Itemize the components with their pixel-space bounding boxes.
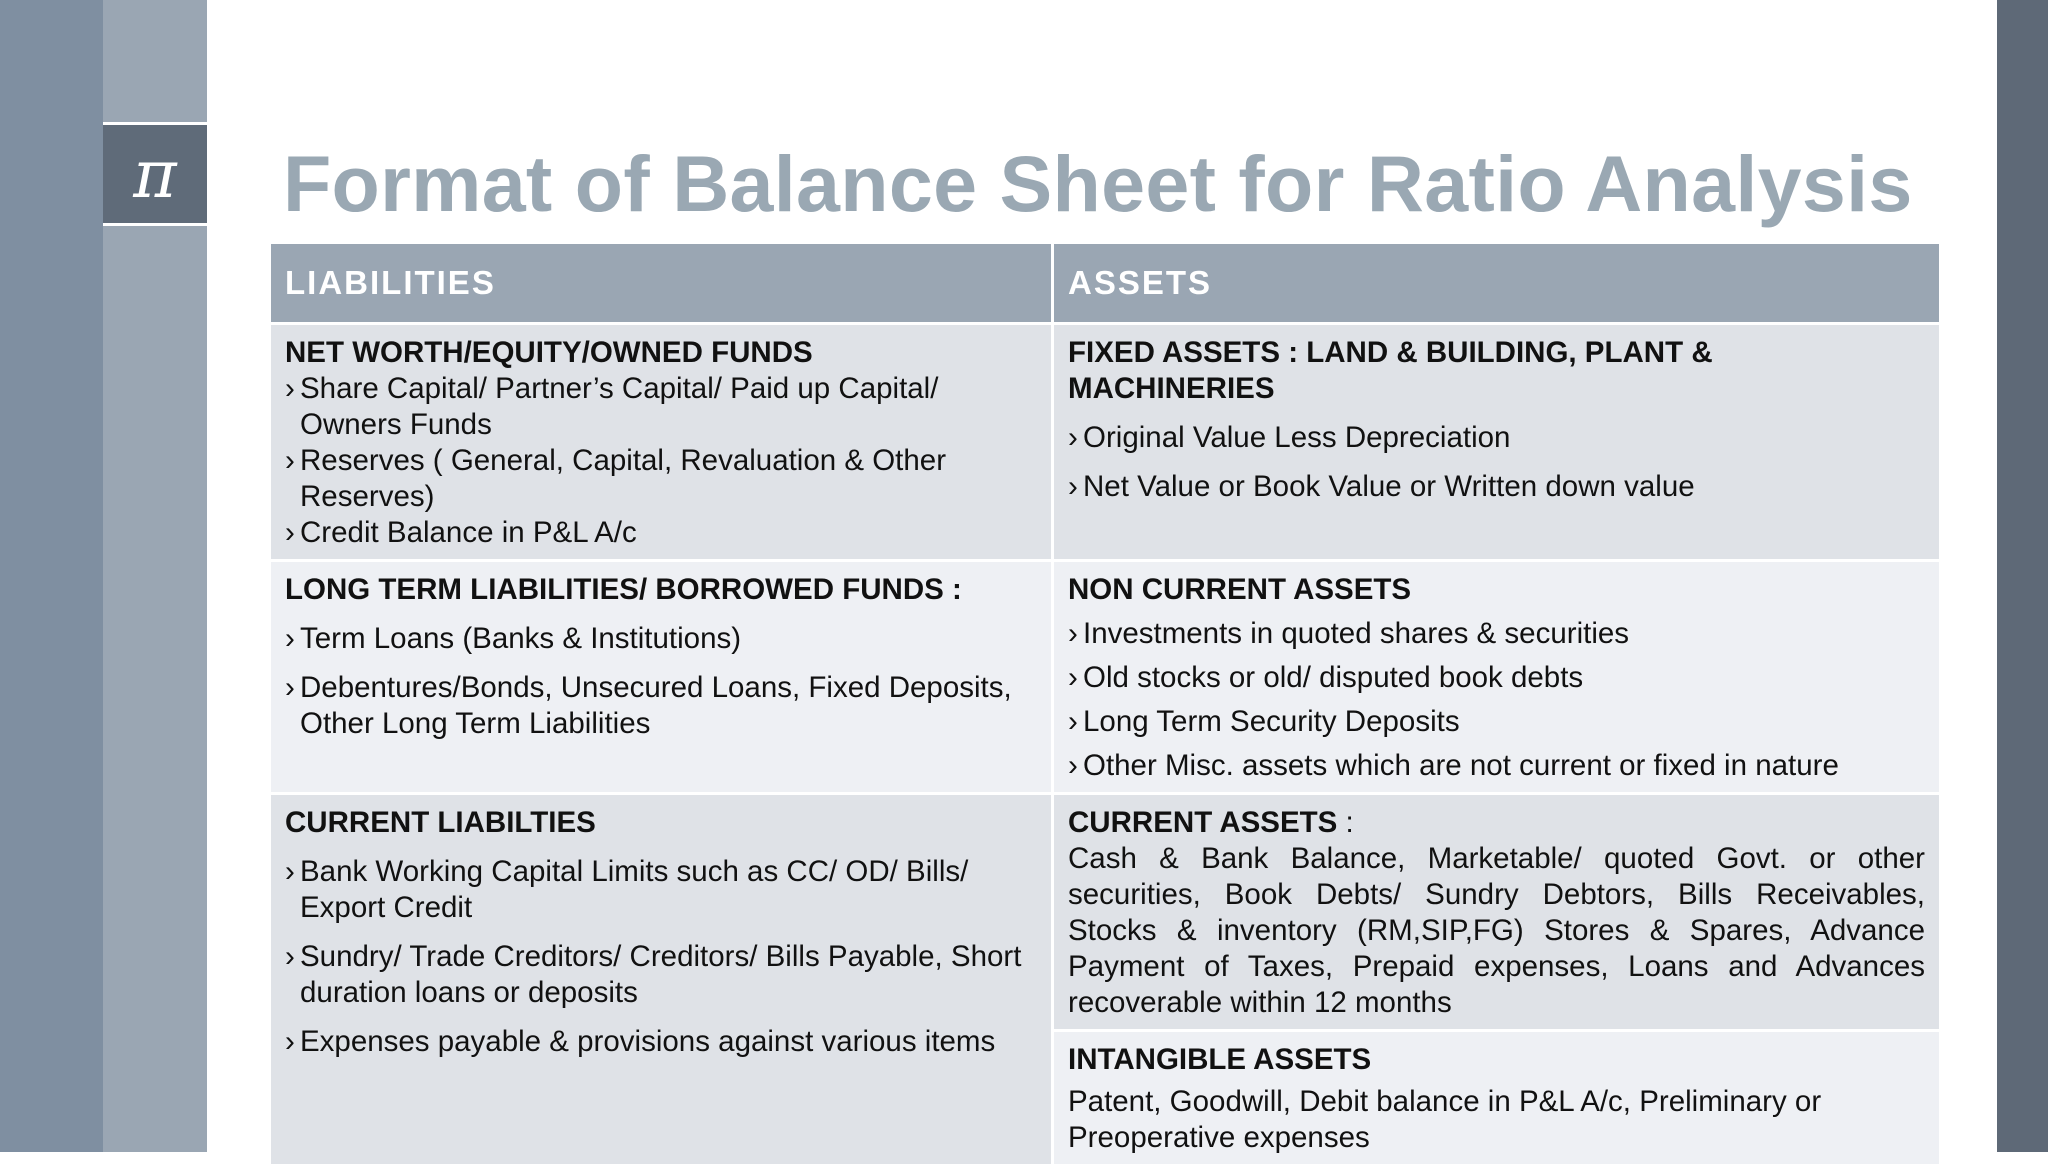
intangible-assets-heading: INTANGIBLE ASSETS [1068, 1043, 1372, 1076]
intangible-assets-text: Patent, Goodwill, Debit balance in P&L A/c, Preliminary or Preoperative expenses [1068, 1085, 1822, 1154]
net-worth-heading: NET WORTH/EQUITY/OWNED FUNDS [285, 336, 813, 369]
list-item: › Debentures/Bonds, Unsecured Loans, Fixed Deposits, Other Long Term Liabilities [285, 670, 1037, 742]
list-item: › Other Misc. assets which are not current or fixed in nature [1068, 748, 1925, 784]
cell-long-term-liabilities [271, 562, 1051, 792]
list-item: › Reserves ( General, Capital, Revaluation & Other Reserves) [285, 443, 1037, 515]
pi-icon [103, 122, 207, 226]
pi-glyph: π [133, 135, 177, 213]
list-item: › Investments in quoted shares & securities [1068, 616, 1925, 652]
cell-current-liabilities [271, 795, 1051, 1164]
current-assets-text: Cash & Bank Balance, Marketable/ quoted Govt. or other securities, Book Debts/ Sundry Debtors, Bills Receivables, Stocks & inventory (RM,SIP,FG) Stores & Spares, Advance Payment of Taxes, Prepaid expenses, Loans and Advances recoverable within 12 months [1068, 842, 1925, 1019]
non-current-heading: NON CURRENT ASSETS [1068, 573, 1412, 606]
cell-non-current-assets [1054, 562, 1939, 792]
left-decorative-band [0, 0, 103, 1152]
list-item: › Net Value or Book Value or Written down value [1068, 469, 1925, 505]
fixed-assets-heading: FIXED ASSETS : LAND & BUILDING, PLANT & MACHINERIES [1068, 336, 1713, 405]
list-item: › Old stocks or old/ disputed book debts [1068, 660, 1925, 696]
cell-current-assets [1054, 795, 1939, 1029]
cell-intangible-assets [1054, 1032, 1939, 1164]
header-assets: ASSETS [1054, 244, 1939, 322]
list-item: › Bank Working Capital Limits such as CC/ OD/ Bills/ Export Credit [285, 854, 1037, 926]
current-assets-heading-suffix: : [1337, 806, 1354, 839]
balance-sheet-table [268, 241, 1942, 1167]
right-decorative-band [1997, 0, 2048, 1152]
list-item: › Expenses payable & provisions against various items [285, 1024, 1037, 1060]
list-item: › Credit Balance in P&L A/c [285, 515, 1037, 551]
list-item: › Original Value Less Depreciation [1068, 420, 1925, 456]
cell-net-worth [271, 325, 1051, 559]
long-term-heading: LONG TERM LIABILITIES/ BORROWED FUNDS : [285, 573, 962, 606]
header-liabilities: LIABILITIES [271, 244, 1051, 322]
current-assets-heading: CURRENT ASSETS [1068, 806, 1338, 839]
list-item: › Long Term Security Deposits [1068, 704, 1925, 740]
cell-fixed-assets [1054, 325, 1939, 559]
current-liabilities-heading: CURRENT LIABILTIES [285, 806, 596, 839]
list-item: › Share Capital/ Partner’s Capital/ Paid up Capital/ Owners Funds [285, 371, 1037, 443]
slide-title: Format of Balance Sheet for Ratio Analysis [283, 139, 1913, 228]
list-item: › Term Loans (Banks & Institutions) [285, 621, 1037, 657]
current-assets-heading-line [1068, 805, 1925, 841]
list-item: › Sundry/ Trade Creditors/ Creditors/ Bills Payable, Short duration loans or deposits [285, 939, 1037, 1011]
